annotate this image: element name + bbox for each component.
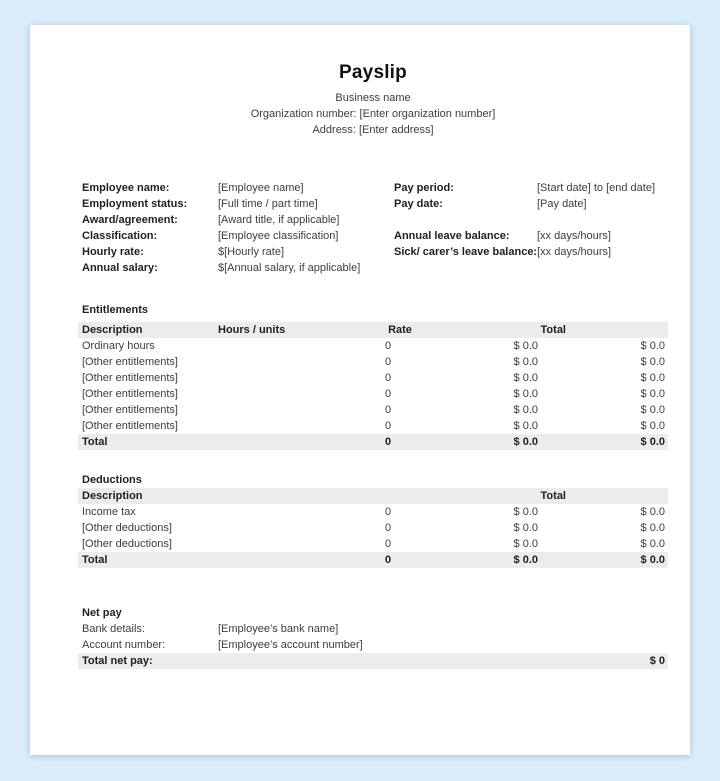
cell-rate: 0 xyxy=(384,420,392,432)
field-row-employee-name xyxy=(78,180,394,196)
field-row-pay-date xyxy=(394,196,668,212)
cell-rate: 0 xyxy=(384,356,392,368)
field-label: Pay date: xyxy=(394,198,443,210)
field-label: Account number: xyxy=(82,639,166,651)
cell-hours xyxy=(218,370,343,386)
entitlements-title: Entitlements xyxy=(82,304,149,316)
cell-total: $ 0.0 xyxy=(513,404,538,416)
table-row xyxy=(78,354,668,370)
cell-description: Ordinary hours xyxy=(82,340,155,352)
cell-total-2: $ 0.0 xyxy=(640,356,665,368)
field-value: $[Annual salary, if applicable] xyxy=(218,262,361,274)
field-value: [Award title, if applicable] xyxy=(218,214,340,226)
address-label: Address: xyxy=(312,124,356,136)
field-label: Employment status: xyxy=(82,198,188,210)
address-line xyxy=(78,122,668,138)
field-value: [Start date] to [end date] xyxy=(537,182,656,194)
cell-total-2: $ 0.0 xyxy=(640,506,665,518)
blank-row xyxy=(394,212,668,228)
deductions-section xyxy=(78,472,668,568)
table-row xyxy=(78,520,668,536)
cell-hours xyxy=(218,386,343,402)
cell-total-2: $ 0.0 xyxy=(640,522,665,534)
table-header-row xyxy=(78,488,668,504)
cell-description: Income tax xyxy=(82,506,136,518)
cell-description: [Other entitlements] xyxy=(82,356,178,368)
header-description: Description xyxy=(82,324,143,336)
field-row-award-agreement xyxy=(78,212,394,228)
field-row-bank-details xyxy=(78,621,668,637)
deductions-table xyxy=(78,488,668,568)
field-row-hourly-rate xyxy=(78,244,394,260)
total-label: Total xyxy=(82,554,108,566)
cell-hours xyxy=(218,354,343,370)
header-total: Total xyxy=(540,490,566,502)
deductions-title: Deductions xyxy=(82,474,142,486)
field-value: [Employee name] xyxy=(218,182,304,194)
cell-description: [Other entitlements] xyxy=(82,388,178,400)
cell-total-2: $ 0.0 xyxy=(640,372,665,384)
cell-rate: 0 xyxy=(384,554,392,566)
field-row-annual-salary xyxy=(78,260,394,276)
total-net-pay-label: Total net pay: xyxy=(82,655,153,667)
total-net-pay-row xyxy=(78,653,668,669)
cell-hours xyxy=(218,418,343,434)
cell-hours xyxy=(218,520,343,536)
cell-total: $ 0.0 xyxy=(513,436,538,448)
header-blank xyxy=(343,488,433,504)
entitlements-table xyxy=(78,322,668,450)
cell-description: [Other entitlements] xyxy=(82,420,178,432)
cell-rate: 0 xyxy=(384,340,392,352)
cell-rate: 0 xyxy=(384,372,392,384)
payslip-page xyxy=(30,25,690,755)
total-label: Total xyxy=(82,436,108,448)
field-row-classification xyxy=(78,228,394,244)
field-label: Hourly rate: xyxy=(82,246,144,258)
organization-number-value: [Enter organization number] xyxy=(359,108,496,120)
header-total-2 xyxy=(568,488,668,504)
field-label: Employee name: xyxy=(82,182,170,194)
employee-details-right xyxy=(394,180,668,276)
cell-hours xyxy=(218,504,343,520)
document-header xyxy=(78,62,668,138)
table-header-row xyxy=(78,322,668,338)
field-row-sick-leave-balance xyxy=(394,244,668,260)
cell-rate: 0 xyxy=(384,388,392,400)
field-value: $[Hourly rate] xyxy=(218,246,285,258)
cell-rate: 0 xyxy=(384,506,392,518)
table-row xyxy=(78,370,668,386)
cell-description: [Other deductions] xyxy=(82,538,172,550)
total-net-pay-value: $ 0 xyxy=(649,655,665,667)
cell-total: $ 0.0 xyxy=(513,356,538,368)
field-label: Bank details: xyxy=(82,623,145,635)
cell-total: $ 0.0 xyxy=(513,506,538,518)
field-label: Annual salary: xyxy=(82,262,158,274)
cell-hours xyxy=(218,402,343,418)
cell-total: $ 0.0 xyxy=(513,538,538,550)
cell-total: $ 0.0 xyxy=(513,372,538,384)
cell-hours xyxy=(218,552,343,568)
field-value: [Employee’s account number] xyxy=(218,639,363,651)
cell-total-2: $ 0.0 xyxy=(640,538,665,550)
field-label: Award/agreement: xyxy=(82,214,178,226)
net-pay-section xyxy=(78,605,668,669)
cell-description: [Other entitlements] xyxy=(82,404,178,416)
header-hours-units: Hours / units xyxy=(218,324,286,336)
cell-hours xyxy=(218,536,343,552)
field-row-account-number xyxy=(78,637,668,653)
employee-details xyxy=(78,180,668,276)
field-label: Sick/ carer’s leave balance: xyxy=(394,246,538,258)
field-value: [xx days/hours] xyxy=(537,246,612,258)
cell-total: $ 0.0 xyxy=(513,340,538,352)
cell-total-2: $ 0.0 xyxy=(640,554,665,566)
field-row-pay-period xyxy=(394,180,668,196)
cell-hours xyxy=(218,338,343,354)
cell-description: [Other deductions] xyxy=(82,522,172,534)
header-blank xyxy=(218,488,343,504)
field-value: [Employee classification] xyxy=(218,230,339,242)
cell-total: $ 0.0 xyxy=(513,554,538,566)
header-total-2 xyxy=(568,322,668,338)
table-row xyxy=(78,418,668,434)
table-row xyxy=(78,504,668,520)
cell-total: $ 0.0 xyxy=(513,522,538,534)
table-row xyxy=(78,536,668,552)
employee-details-left xyxy=(78,180,394,276)
cell-rate: 0 xyxy=(384,436,392,448)
cell-description: [Other entitlements] xyxy=(82,372,178,384)
field-row-employment-status xyxy=(78,196,394,212)
field-value: [Full time / part time] xyxy=(218,198,318,210)
field-label: Annual leave balance: xyxy=(394,230,510,242)
entitlements-section xyxy=(78,302,668,450)
organization-number-label: Organization number: xyxy=(250,108,357,120)
cell-total-2: $ 0.0 xyxy=(640,340,665,352)
cell-rate: 0 xyxy=(384,522,392,534)
header-description: Description xyxy=(82,490,143,502)
address-value: [Enter address] xyxy=(358,124,434,136)
table-total-row xyxy=(78,552,668,568)
table-total-row xyxy=(78,434,668,450)
cell-total: $ 0.0 xyxy=(513,388,538,400)
cell-total-2: $ 0.0 xyxy=(640,404,665,416)
cell-total: $ 0.0 xyxy=(513,420,538,432)
field-label: Pay period: xyxy=(394,182,454,194)
header-total: Total xyxy=(540,324,566,336)
table-row xyxy=(78,402,668,418)
field-label: Classification: xyxy=(82,230,158,242)
field-value: [Employee’s bank name] xyxy=(218,623,339,635)
cell-total-2: $ 0.0 xyxy=(640,388,665,400)
table-row xyxy=(78,386,668,402)
organization-number-line xyxy=(78,106,668,122)
cell-rate: 0 xyxy=(384,538,392,550)
header-rate: Rate xyxy=(388,324,412,336)
cell-rate: 0 xyxy=(384,404,392,416)
business-name: Business name xyxy=(335,92,411,104)
field-row-annual-leave-balance xyxy=(394,228,668,244)
table-row xyxy=(78,338,668,354)
field-value: [xx days/hours] xyxy=(537,230,611,242)
cell-total-2: $ 0.0 xyxy=(640,436,665,448)
cell-hours xyxy=(218,434,343,450)
payslip-title: Payslip xyxy=(339,62,407,83)
cell-total-2: $ 0.0 xyxy=(640,420,665,432)
field-value: [Pay date] xyxy=(537,198,587,210)
net-pay-title: Net pay xyxy=(82,607,122,619)
